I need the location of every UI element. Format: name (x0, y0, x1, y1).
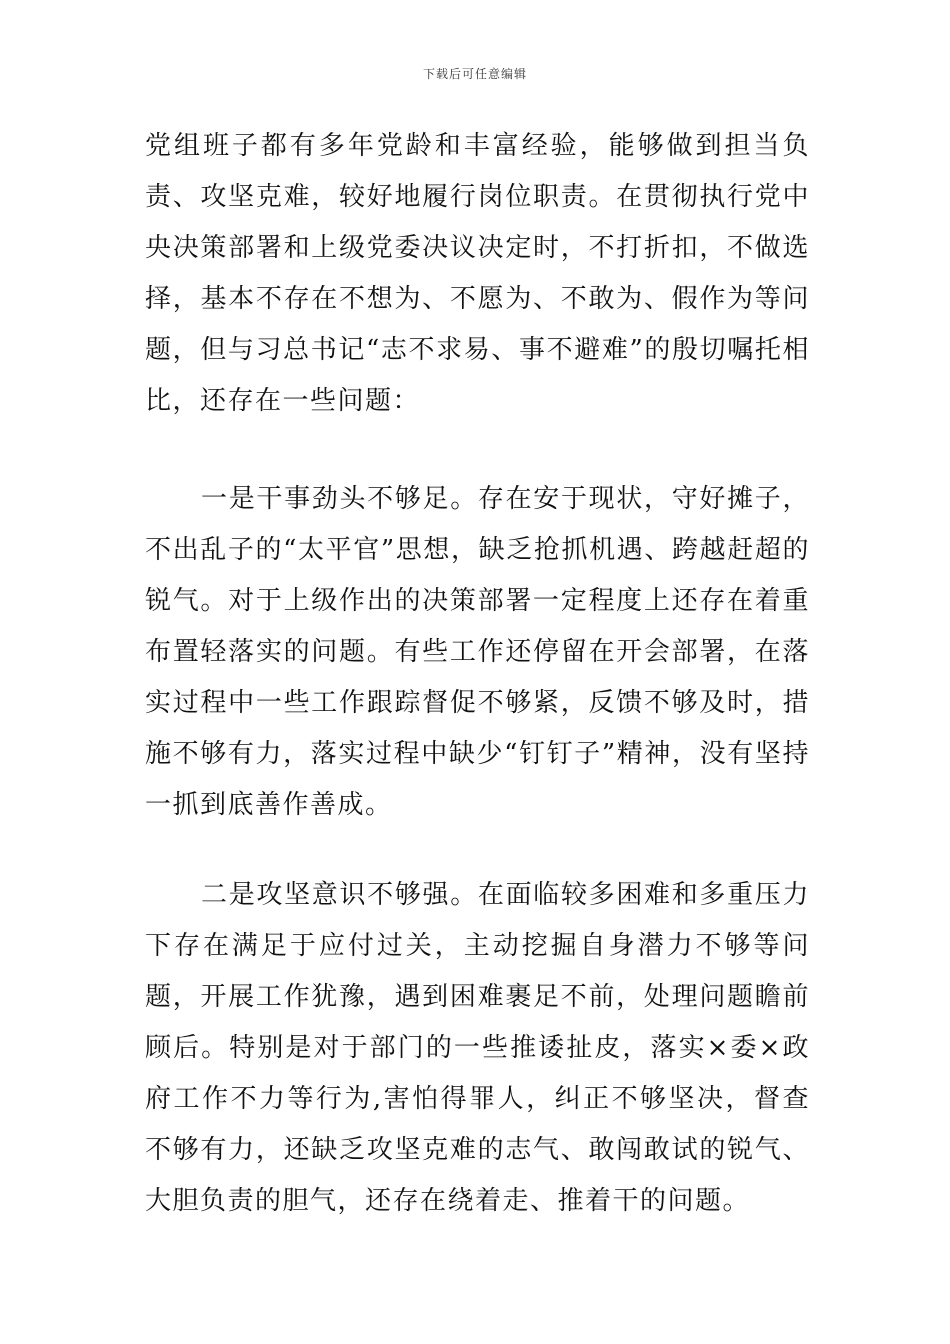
paragraph-point-two: 二是攻坚意识不够强。在面临较多困难和多重压力下存在满足于应付过关，主动挖掘自身潜力不够等问题，开展工作犹豫，遇到困难裹足不前，处理问题瞻前顾后。特别是对于部门的一些推诿扯皮，落实×委×政府工作不力等行为,害怕得罪人，纠正不够坚决，督查不够有力，还缺乏攻坚克难的志气、敢闯敢试的锐气、大胆负责的胆气，还存在绕着走、推着干的问题。 (145, 880, 810, 1216)
paragraph-point-one: 一是干事劲头不够足。存在安于现状，守好摊子，不出乱子的“太平官”思想，缺乏抢抓机遇、跨越赶超的锐气。对于上级作出的决策部署一定程度上还存在着重布置轻落实的问题。有些工作还停留在开会部署，在落实过程中一些工作跟踪督促不够紧，反馈不够及时，措施不够有力，落实过程中缺少“钉钉子”精神，没有坚持一抓到底善作善成。 (145, 484, 810, 820)
header-note: 下载后可任意编辑 (422, 67, 527, 81)
paragraph-intro: 党组班子都有多年党龄和丰富经验，能够做到担当负责、攻坚克难，较好地履行岗位职责。在贯彻执行党中央决策部署和上级党委决议决定时，不打折扣，不做选择，基本不存在不想为、不愿为、不敢为、假作为等问题，但与习总书记“志不求易、事不避难”的殷切嘱托相比，还存在一些问题： (145, 131, 810, 416)
